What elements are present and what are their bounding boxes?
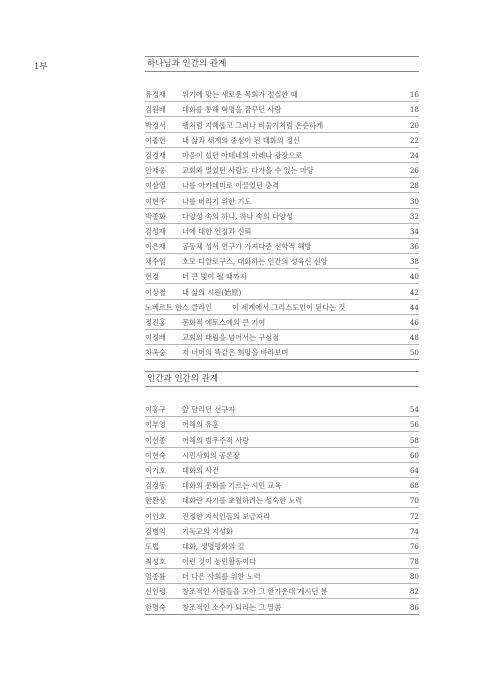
toc-entry-title: 나를 아카데미로 이끌었던 충격 <box>182 181 280 191</box>
toc-entry[interactable] <box>145 193 419 208</box>
toc-entry-author: 이종헌 <box>145 135 166 145</box>
toc-entry-page: 40 <box>409 272 419 282</box>
toc-entry-author: 정진홍 <box>145 318 166 327</box>
toc-entry-title: 내 삶과 세계의 중심이 된 대화의 정신 <box>182 135 300 145</box>
toc-entry-author: 박경서 <box>145 120 166 130</box>
section-title: 인간과 인간의 관계 <box>147 374 219 384</box>
toc-entry-author: 최성호 <box>145 557 166 567</box>
toc-entry-title: 문화적 에토스에의 큰 기여 <box>182 318 266 327</box>
toc-entry-author: 이정배 <box>145 333 166 343</box>
toc-entry-author: 박종화 <box>145 211 166 221</box>
toc-entry-title: 대화란 자기를 초월하려는 성숙한 노력 <box>182 496 303 506</box>
toc-entry-title: 시민사회의 공론장 <box>182 450 240 460</box>
toc-entry[interactable] <box>145 284 419 299</box>
toc-section-2 <box>145 371 419 615</box>
part-label: 1부 <box>34 62 48 72</box>
toc-entry[interactable] <box>145 554 419 569</box>
toc-entry-author: 이기호 <box>145 465 166 475</box>
toc-entry-page: 34 <box>409 226 419 236</box>
toc-entry[interactable] <box>145 315 419 330</box>
toc-entry[interactable] <box>145 117 419 132</box>
toc-entry-page: 74 <box>409 526 419 536</box>
toc-entry-page: 48 <box>409 333 419 343</box>
toc-list <box>145 87 419 360</box>
toc-entry-author: 한명숙 <box>145 602 166 612</box>
toc-entry-title: 대화를 통해 혁명을 꿈꾸던 사람 <box>182 105 282 115</box>
toc-entry-author: 김성재 <box>145 226 166 236</box>
toc-entry-page: 30 <box>409 196 419 206</box>
toc-entry[interactable] <box>145 508 419 523</box>
toc-entry-title: 공동체 성서 연구가 가져다준 신학적 해방 <box>182 242 312 252</box>
toc-entry-page: 86 <box>409 602 419 612</box>
toc-entry-author: 한완상 <box>145 496 166 506</box>
toc-entry-page: 24 <box>409 150 419 160</box>
toc-entry-author: 이은재 <box>145 242 166 252</box>
toc-entry-author: 차옥숭 <box>145 348 166 358</box>
toc-entry[interactable] <box>145 478 419 493</box>
toc-entry[interactable] <box>145 330 419 345</box>
toc-entry[interactable] <box>145 463 419 478</box>
toc-entry[interactable] <box>145 209 419 224</box>
toc-entry[interactable] <box>145 599 419 614</box>
toc-entry-title: 진정한 지식인들의 보금자리 <box>182 511 270 521</box>
toc-entry[interactable] <box>145 448 419 463</box>
toc-entry-page: 64 <box>409 465 419 475</box>
toc-entry-title: 뱀처럼 지혜롭고 그러나 비둘기처럼 온순하게 <box>182 120 324 130</box>
toc-entry-title: 이런 것이 농민활동이다 <box>182 557 257 567</box>
toc-entry-author: 김경재 <box>145 150 166 160</box>
toc-entry[interactable] <box>145 524 419 539</box>
toc-entry-page: 76 <box>409 541 419 551</box>
toc-entry-title: 더 나은 사회를 위한 노력 <box>182 572 261 582</box>
toc-entry-page: 32 <box>409 211 419 221</box>
toc-entry-title: 창조적인 소수가 되라는 그 말씀 <box>182 602 282 612</box>
toc-entry[interactable] <box>145 300 419 315</box>
toc-entry-title: 호모 디알로구스, 대화하는 인간의 성육신 신앙 <box>182 257 328 267</box>
toc-entry[interactable] <box>145 269 419 284</box>
toc-entry[interactable] <box>145 239 419 254</box>
toc-entry[interactable] <box>145 224 419 239</box>
toc-entry-author: 이부영 <box>145 420 166 430</box>
toc-entry-page: 20 <box>409 120 419 130</box>
toc-entry-author: 김경동 <box>145 481 166 491</box>
toc-entry[interactable] <box>145 402 419 417</box>
toc-entry-page: 36 <box>409 242 419 252</box>
toc-entry-author: 이현주 <box>145 196 166 206</box>
toc-entry-author: 이상철 <box>145 287 166 297</box>
toc-entry-title: 창조적인 사람들을 모아 그 한가운데 계시던 분 <box>182 587 328 597</box>
toc-entry-page: 54 <box>409 405 419 415</box>
toc-entry-title: 다양성 속의 하나, 하나 속의 다양성 <box>182 211 293 221</box>
toc-entry-author: 유경재 <box>145 90 166 100</box>
toc-entry-title: 어해의 유훈 <box>182 420 220 430</box>
toc-entry-page: 72 <box>409 511 419 521</box>
toc-entry-page: 44 <box>409 302 419 312</box>
toc-entry-title: 대화의 문화를 기르는 시민 교육 <box>182 481 282 491</box>
toc-entry-author: 신인령 <box>145 587 166 597</box>
toc-entry[interactable] <box>145 539 419 554</box>
toc-entry-page: 22 <box>409 135 419 145</box>
toc-entry-page: 56 <box>409 420 419 430</box>
toc-entry-author: 안재웅 <box>145 166 166 176</box>
toc-entry-title: 마음이 섰던 아테네의 아레나 광장으로 <box>182 150 303 160</box>
toc-entry-title: 교회의 태림을 넘어서는 구심점 <box>182 333 280 343</box>
toc-entry-title: 이 세계에서 그리스도인이 된다는 것 <box>232 302 346 312</box>
toc-entry[interactable] <box>145 254 419 269</box>
toc-entry[interactable] <box>145 345 419 360</box>
toc-entry-page: 50 <box>409 348 419 358</box>
toc-entry[interactable] <box>145 102 419 117</box>
toc-entry-title: 내 삶의 시원(始原) <box>182 287 242 297</box>
toc-entry-page: 18 <box>409 105 419 115</box>
toc-entry-title: 기독교의 지성화 <box>182 526 233 536</box>
toc-entry[interactable] <box>145 417 419 432</box>
toc-entry-author: 이홍구 <box>145 405 166 415</box>
toc-entry-author: 이현숙 <box>145 450 166 460</box>
toc-entry-title: 교회와 멀었던 사람도 다가올 수 있는 마당 <box>182 166 314 176</box>
toc-entry-author: 이선종 <box>145 435 166 445</box>
toc-entry-page: 68 <box>409 481 419 491</box>
toc-entry[interactable] <box>145 148 419 163</box>
toc-list <box>145 402 419 615</box>
toc-entry[interactable] <box>145 163 419 178</box>
toc-entry-title: 저 너머의 똑같은 희망을 바라보며 <box>182 348 289 358</box>
toc-entry-title: 위기에 맞는 새로운 목회가 절실한 때 <box>182 90 298 100</box>
toc-entry[interactable] <box>145 432 419 447</box>
section-title: 하나님과 인간의 관계 <box>147 59 227 69</box>
toc-entry-author: 김원배 <box>145 105 166 115</box>
toc-entry-author: 노베르트 한스 클라인 <box>145 302 213 312</box>
toc-entry-title: 너에 대한 인정과 신뢰 <box>182 226 252 236</box>
toc-entry-page: 38 <box>409 257 419 267</box>
toc-entry[interactable] <box>145 178 419 193</box>
toc-entry-author: 이인호 <box>145 511 166 521</box>
toc-entry-page: 28 <box>409 181 419 191</box>
toc-entry-page: 58 <box>409 435 419 445</box>
toc-entry-page: 80 <box>409 572 419 582</box>
toc-entry-title: 더 큰 빛이 될 때까지 <box>182 272 247 282</box>
toc-entry-title: 나를 버리기 위한 기도 <box>182 196 252 206</box>
toc-entry[interactable] <box>145 493 419 508</box>
toc-entry-author: 도법 <box>145 541 159 551</box>
toc-entry-page: 60 <box>409 450 419 460</box>
toc-entry-page: 82 <box>409 587 419 597</box>
toc-entry-author: 채수일 <box>145 257 166 267</box>
toc-entry-author: 김병익 <box>145 526 166 536</box>
toc-entry-title: 앞 달리던 선구자 <box>182 405 236 415</box>
toc-entry[interactable] <box>145 133 419 148</box>
toc-entry-page: 70 <box>409 496 419 506</box>
toc-entry-author: 이삼열 <box>145 181 166 191</box>
toc-entry-page: 26 <box>409 166 419 176</box>
toc-entry-page: 46 <box>409 318 419 327</box>
toc-entry[interactable] <box>145 87 419 102</box>
toc-entry-title: 대화의 사건 <box>182 465 220 475</box>
toc-entry[interactable] <box>145 569 419 584</box>
toc-entry-author: 임종률 <box>145 572 166 582</box>
toc-section-1 <box>145 56 419 360</box>
toc-entry-title: 어해의 범우주적 사랑 <box>182 435 250 445</box>
toc-entry-page: 78 <box>409 557 419 567</box>
toc-entry-page: 16 <box>409 90 419 100</box>
toc-entry[interactable] <box>145 584 419 599</box>
toc-entry-author: 현경 <box>145 272 159 282</box>
toc-entry-title: 대화, 생명평화의 길 <box>182 541 245 551</box>
toc-entry-page: 42 <box>409 287 419 297</box>
